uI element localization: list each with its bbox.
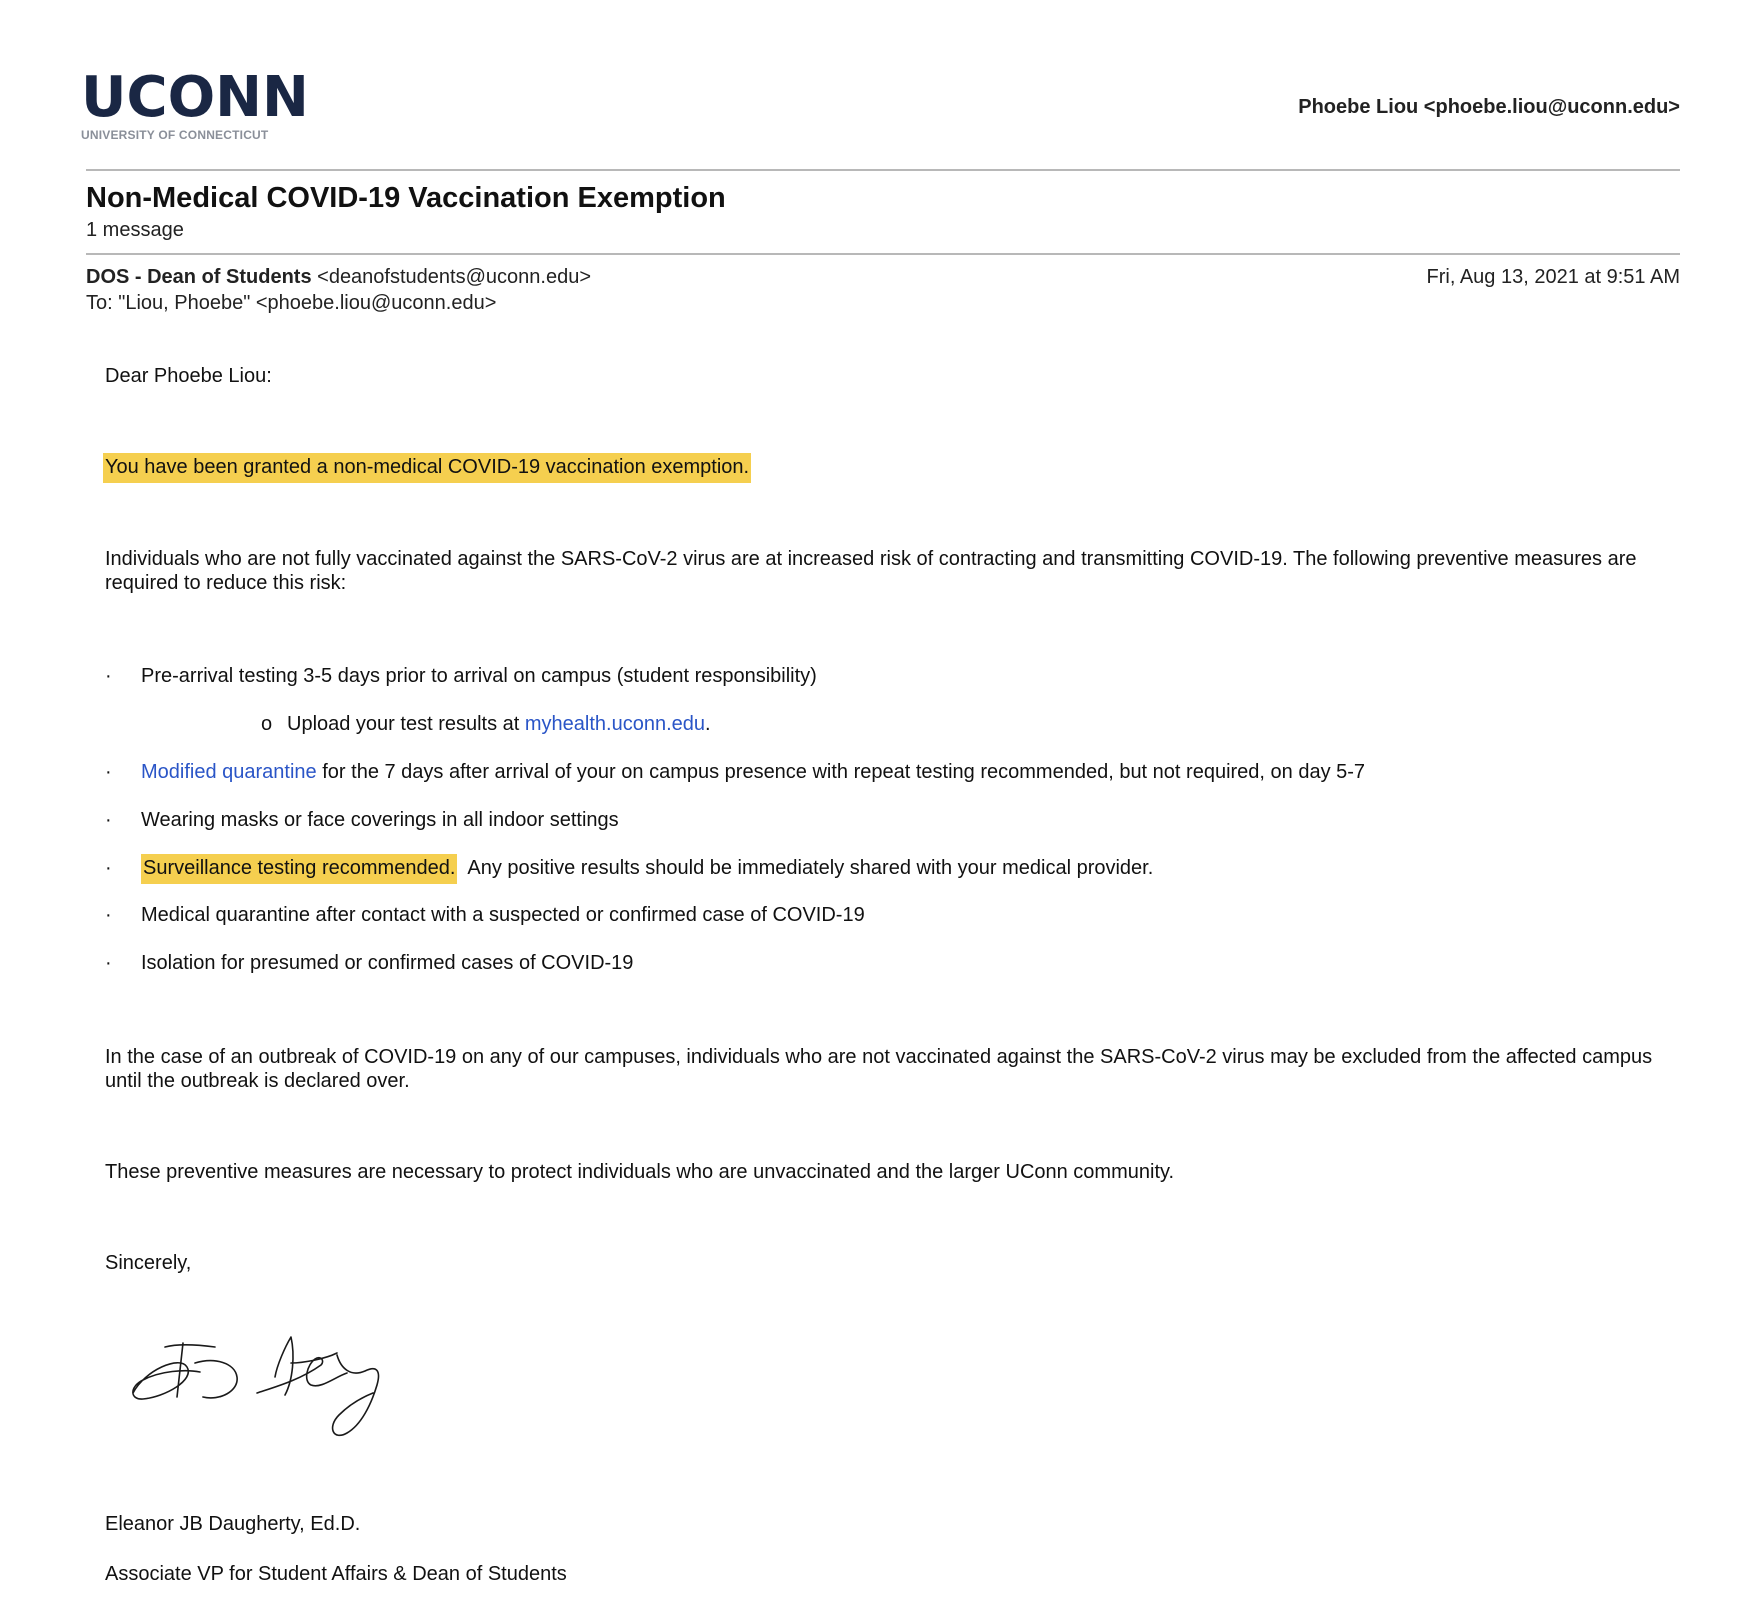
exemption-granted-notice — [103, 455, 751, 479]
list-item-text: Pre-arrival testing 3-5 days prior to arrival on campus (student responsibility) — [141, 665, 817, 687]
list-item-text: Isolation for presumed or confirmed cases of COVID-19 — [141, 952, 634, 974]
closing-paragraph: These preventive measures are necessary to protect individuals who are unvaccinated and the larger UConn community. — [105, 1161, 1175, 1183]
quarantine-text: for the 7 days after arrival of your on campus presence with repeat testing recommended, but not required, on day 5-7 — [316, 761, 1366, 783]
email-subject: Non-Medical COVID-19 Vaccination Exemption — [86, 182, 726, 214]
myhealth-link[interactable]: myhealth.uconn.edu — [524, 713, 706, 735]
message-count: 1 message — [86, 219, 184, 241]
logo-subtitle: UNIVERSITY OF CONNECTICUT — [81, 128, 269, 142]
sub-list-item-text — [287, 712, 711, 736]
outbreak-paragraph: In the case of an outbreak of COVID-19 on any of our campuses, individuals who are not vaccinated against the SARS-CoV-2 virus may be excluded from the affected campus until the outbreak is declared over. — [105, 1046, 1653, 1092]
list-item-text — [141, 856, 1153, 880]
list-item-text — [141, 760, 1365, 784]
uconn-logo — [81, 65, 309, 142]
circle-bullet-icon: o — [261, 713, 273, 735]
sign-off: Sincerely, — [105, 1252, 192, 1274]
bullet-icon: · — [105, 857, 112, 879]
bullet-icon: · — [105, 761, 112, 783]
greeting: Dear Phoebe Liou: — [105, 365, 272, 387]
signer-name: Eleanor JB Daugherty, Ed.D. — [105, 1513, 361, 1535]
period: . — [705, 713, 711, 735]
account-name: Phoebe Liou <phoebe.liou@uconn.edu> — [1298, 96, 1680, 118]
sent-date: Fri, Aug 13, 2021 at 9:51 AM — [1426, 266, 1680, 288]
handwritten-signature — [125, 1325, 405, 1445]
bullet-icon: · — [105, 904, 112, 926]
surveillance-highlight: Surveillance testing recommended. — [141, 854, 457, 884]
highlighted-text: You have been granted a non-medical COVID-19 vaccination exemption. — [103, 453, 751, 483]
sender-line — [86, 266, 591, 289]
upload-text: Upload your test results at — [287, 713, 525, 735]
bullet-icon: · — [105, 952, 112, 974]
subject-divider — [86, 253, 1680, 255]
sender-name: DOS - Dean of Students — [86, 266, 312, 288]
list-item-text: Medical quarantine after contact with a suspected or confirmed case of COVID-19 — [141, 904, 865, 926]
intro-paragraph: Individuals who are not fully vaccinated against the SARS-CoV-2 virus are at increased risk of contracting and transmitting COVID-19. The following preventive measures are required to reduce this risk: — [105, 548, 1637, 594]
signer-title: Associate VP for Student Affairs & Dean of Students — [105, 1563, 567, 1585]
recipient-line: To: "Liou, Phoebe" <phoebe.liou@uconn.edu> — [86, 292, 497, 314]
modified-quarantine-link[interactable]: Modified quarantine — [141, 761, 317, 783]
bullet-icon: · — [105, 809, 112, 831]
logo-wordmark: UCONN — [81, 65, 309, 130]
sender-email: <deanofstudents@uconn.edu> — [311, 266, 591, 288]
surveillance-text: Any positive results should be immediately shared with your medical provider. — [457, 857, 1154, 879]
header-divider — [86, 169, 1680, 171]
bullet-icon: · — [105, 665, 112, 687]
list-item-text: Wearing masks or face coverings in all indoor settings — [141, 809, 619, 831]
